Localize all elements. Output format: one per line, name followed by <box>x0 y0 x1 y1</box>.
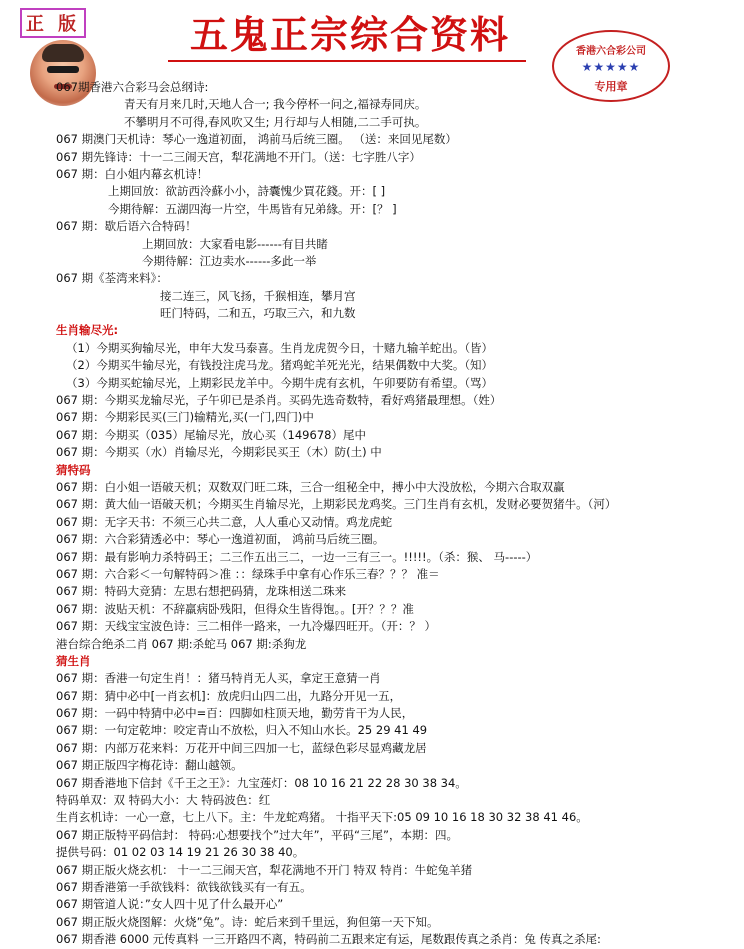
text-line: 067 期：香港一句定生肖！：猪马特肖无人买，拿定王意猜一肖 <box>56 671 381 686</box>
text-line: 067 期：歇后语六合特码！ <box>56 219 197 234</box>
text-line: 067 期：白小姐一语破天机；双数双门旺二珠，三合一组秘全中，搏小中大没放松，今期六合取双赢 <box>56 479 565 494</box>
text-line: 067 期香港 6000 元传真料 一三开路四不离，特码前二五跟来定有运，尾数跟传真之杀肖：兔 传真之杀尾: <box>56 932 601 947</box>
text-line: 067期香港六合彩马会总纲诗: <box>56 80 209 94</box>
text-line: 067 期：最有影响力杀特码王；二三作五出三二，一边一三有三一。!!!!!。（杀：猴、 马-----） <box>56 549 538 564</box>
text-line: 067 期：一码中特猜中必中=百：四脚如柱顶天地，勤劳肯干为人民， <box>56 706 414 721</box>
text-line: 067 期正版火烧图解：火烧”兔”。诗：蛇后来到千里远，狗但第一天下知。 <box>56 914 439 929</box>
text-line: 067 期：黄大仙一语破天机；今期买生肖输尽光，上期彩民龙鸡奖。三门生肖有玄机，发财必要贺猪牛。（河） <box>56 497 617 512</box>
text-line: 生肖玄机诗：一心一意，七上八下。主：牛龙蛇鸡猪。 十指平天下:05 09 10 16 18 30 32 38 41 46。 <box>56 810 588 825</box>
text-line: 067 期先锋诗：十一二三闹天宫，犁花满地不开门。（送：七字胜八字） <box>56 149 421 164</box>
text-line: 上期回放：欲訪西泠蘇小小，詩囊愧少買花錢。开：[ ] <box>108 184 386 199</box>
text-line: 067 期：无字天书：不须三心共二意，人人重心又动情。鸡龙虎蛇 <box>56 514 393 529</box>
text-line: 067 期澳门天机诗：琴心一逸道初面， 鸿前马后统三圈。 （送：来回见尾数） <box>56 132 457 147</box>
text-line: 067 期：波贴天机：不辞羸病卧残阳，但得众生皆得饱。。[开？？？准 <box>56 601 414 616</box>
seal-label: 专用章 <box>594 80 628 93</box>
page-title: 五鬼正宗综合资料 <box>189 12 510 57</box>
text-line: 上期回放：大家看电影------有目共睹 <box>142 236 328 251</box>
text-line: 067 期管道人说：”女人四十见了什么最开心” <box>56 897 284 912</box>
text-line: 067 期：一句定乾坤：咬定青山不放松，归入不知山水长。25 29 41 49 <box>56 723 428 738</box>
text-line: （1）今期买狗输尽光，申年大发马泰喜。生肖龙虎贺今日，十赌九输羊蛇出。（皆） <box>66 340 494 355</box>
text-line: 067 期香港第一手欲钱料：欲钱欲钱买有一有五。 <box>56 879 312 894</box>
title-underline <box>168 60 526 62</box>
portrait-hair <box>42 44 84 62</box>
text-line: 不攀明月不可得,春风吹又生; 月行却与人相随,二二手可执。 <box>124 114 427 129</box>
text-line: 067 期《荃湾来料》： <box>56 271 168 286</box>
seal-arc-text: 香港六合彩公司 <box>576 46 646 57</box>
text-line: 067 期：今期彩民买(三门)输精光,买(一门,四门)中 <box>56 410 314 425</box>
text-line: 067 期：今期买龙输尽光，子午卯已是杀肖。买码先选奇数特，看好鸡猪最理想。（姓） <box>56 393 502 408</box>
content-body <box>56 79 736 949</box>
text-line: 067 期：今期买（035）尾输尽光，放心买（149678）尾中 <box>56 427 366 442</box>
text-line: 今期待解：五湖四海一片空，牛馬皆有兄弟緣。开：[？ ] <box>108 201 397 216</box>
text-line: 067 期正版四字梅花诗：翻山越领。 <box>56 758 243 773</box>
genuine-badge: 正 版 <box>20 8 86 38</box>
section-heading: 生肖输尽光: <box>56 323 119 338</box>
text-line: 旺门特码，二和五，巧取三六，和九数 <box>160 306 356 321</box>
text-line: 特码单双：双 特码大小：大 特码波色：红 <box>56 793 271 808</box>
text-line: 067 期：白小姐内幕玄机诗！ <box>56 166 209 181</box>
text-line: 接二连三，风飞扬，千猴相连，攀月宫 <box>160 288 356 303</box>
text-line: 067 期：猜中必中[一肖玄机]：放虎归山四二出，九路分开见一五， <box>56 688 402 703</box>
text-line: 青天有月来几时,天地人合一; 我今停杯一问之,福禄寿同庆。 <box>124 97 427 112</box>
text-line: 港台综合绝杀二肖 067 期:杀蛇马 067 期:杀狗龙 <box>56 636 307 651</box>
text-line: （3）今期买蛇输尽光，上期彩民龙羊中。今期牛虎有玄机，午卯要防有希望。（骂） <box>66 375 494 390</box>
text-line: 067 期正版特平码信封： 特码:心想要找个”过大年”，平码“三尾”，本期：四。 <box>56 827 458 842</box>
text-line: 067 期：六合彩＜一句解特码＞准 ：：绿珠手中拿有心作乐三春？？？ 准＝ <box>56 566 440 581</box>
text-line: 今期待解：江边卖水------多此一举 <box>142 253 317 268</box>
text-line: 067 期正版火烧玄机： 十一二三闹天宫，犁花满地不开门 特双 特肖：牛蛇兔羊猪 <box>56 862 473 877</box>
section-heading: 猜特码 <box>56 462 91 477</box>
text-line: 067 期：内部万花来料：万花开中间三四加一七，蓝绿色彩尽显鸡藏龙居 <box>56 740 427 755</box>
text-line: （2）今期买牛输尽光，有钱投注虎马龙。猪鸡蛇羊死光光，结果偶数中大奖。（知） <box>66 358 494 373</box>
text-line: 067 期：今期买（水）肖输尽光，今期彩民买王（木）防(土) 中 <box>56 445 382 460</box>
portrait-sunglasses <box>47 66 79 73</box>
text-line: 067 期：特码大竞猜：左思右想把码猜，龙珠相送二珠来 <box>56 584 347 599</box>
seal-stars: ★★★★★ <box>581 60 641 74</box>
text-line: 提供号码：01 02 03 14 19 21 26 30 38 40。 <box>56 845 305 860</box>
text-line: 067 期香港地下信封《千王之王》：九宝莲灯：08 10 16 21 22 28 30 38 34。 <box>56 775 467 790</box>
text-line: 067 期：天线宝宝波色诗：三二相伴一路来，一九冷爆四旺开。（开：？ ） <box>56 619 437 634</box>
section-heading: 猜生肖 <box>56 653 91 668</box>
text-line: 067 期：六合彩猜透必中：琴心一逸道初面， 鸿前马后统三圈。 <box>56 532 385 547</box>
